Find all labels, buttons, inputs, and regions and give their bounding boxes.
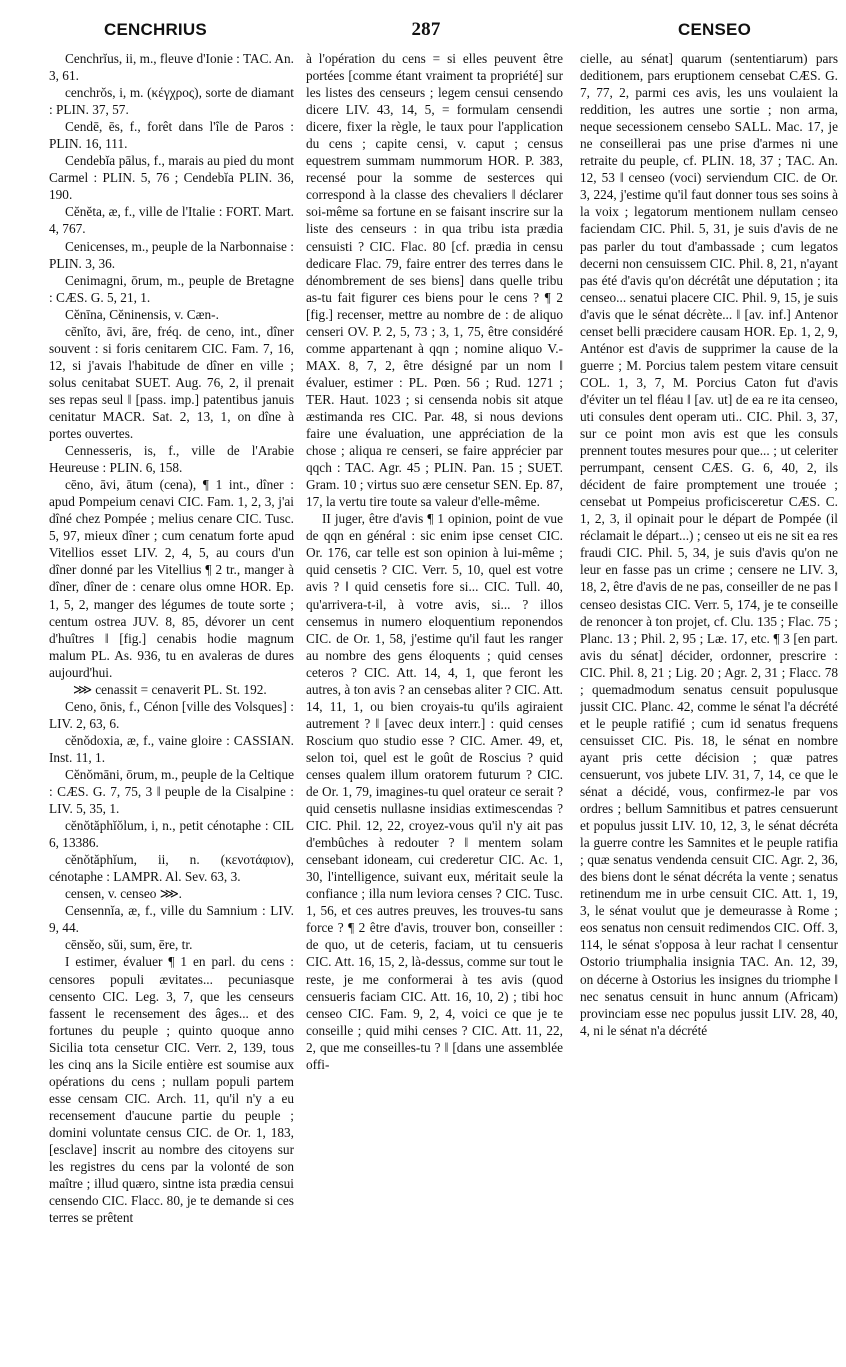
page-number: 287 bbox=[411, 19, 441, 40]
entry: Cenchrĭus, ii, m., fleuve d'Ionie : TAC. An. 3, 61. bbox=[49, 51, 294, 84]
entry: cēnĭto, āvi, āre, fréq. de ceno, int., dîner souvent : si foris cenitarem CIC. Fam. 7, 16, 12, si j'avais l'habitude de dîner en ville ; solus cenitabat SUET. Aug. 76, 2, il prenait ses repas seul ‖ [pass. imp.] patentibus januis cenitatur MACR. Sat. 2, 13, 1, on dîne à portes ouvertes. bbox=[49, 323, 294, 442]
entry: Ceno, ōnis, f., Cénon [ville des Volsques] : LIV. 2, 63, 6. bbox=[49, 698, 294, 731]
entry: cēno, āvi, ātum (cena), ¶ 1 int., dîner : apud Pompeium cenavi CIC. Fam. 1, 2, 3, j'ai dîné chez Pompée ; melius cenare CIC. Tusc. 5, 97, mieux dîner ; cum cenatum forte apud Vitellios esset LIV. 2, 4, 5, au cours d'un dîner donné par les Vitellius ¶ 2 tr., manger à dîner, dîner de : cenare olus omne HOR. Ep. 1, 5, 2, manger des légumes de toute sorte ; centum ostrea JUV. 8, 85, dévorer un cent d'huîtres ‖ [fig.] cenabis hodie magnum malum PL. As. 936, tu en avaleras de dures aujourd'hui. bbox=[49, 477, 294, 680]
entry: censen, v. censeo ⋙. bbox=[65, 886, 182, 902]
entry: Cenicenses, m., peuple de la Narbonnaise : PLIN. 3, 36. bbox=[49, 238, 294, 271]
entry: Cendebĭa pālus, f., marais au pied du mont Carmel : PLIN. 5, 76 ; Cendebĭa PLIN. 36, 190. bbox=[49, 153, 294, 203]
entry-note: ⋙ cenassit = cenaverit PL. St. 192. bbox=[73, 681, 267, 697]
entry-section: I estimer, évaluer ¶ 1 en parl. du cens : censores populi ævitates... pecuniasque censento CIC. Leg. 3, 7, que les censeurs fassent le recensement des âges... et des fortunes du peuple ; quinto quoque anno Sicilia tota censetur CIC. Verr. 2, 139, tous les cinq ans la Sicile entière est soumise aux opérations du cens ; nullam populi partem esse censam CIC. Arch. 11, qu'il n'y a eu recensement d'aucune partie du peuple ; domini voluntate census CIC. de Or. 1, 183, [esclave] inscrit au nombre des citoyens sur les registres du cens par la volonté de son maître ; illud quæro, sintne ista prædia censui censendo CIC. Flacc. 80, je te demande si ces terres se prêtent bbox=[49, 954, 294, 1226]
column-1 bbox=[49, 50, 294, 1360]
entry: Cennesseris, is, f., ville de l'Arabie Heureuse : PLIN. 6, 158. bbox=[49, 443, 294, 476]
entry: Cĕnĕta, æ, f., ville de l'Italie : FORT. Mart. 4, 767. bbox=[49, 204, 294, 237]
entry-continuation: cielle, au sénat] quarum (sententiarum) pars deditionem, pars eruptionem censebat CÆS. G. 7, 77, 2, parmi ces avis, les uns voulaient la reddition, les autres une sortie ; non arma, neque secessionem censebo SALL. Mac. 17, je ne conseillerai pas une prise d'armes ni une retraite du peuple, cf. PLIN. 18, 37 ; TAC. An. 12, 53 ‖ censeo (voci) serviendum CIC. de Or. 3, 224, j'estime qu'il faut donner tous ses soins à la voix ; legatorum mentionem nullam censeo faciendam CIC. Phil. 5, 31, je suis d'avis de ne pas parler du tout d'ambassade ; cum legatos decerni non censuissem CIC. Phil. 8, 21, n'ayant pas été d'avis qu'on décrétât une députation ; ita censeo... senatui placere CIC. Phil. 9, 15, je suis d'avis que le sénat décrète... ‖ [av. inf.] Antenor censet belli præcidere causam HOR. Ep. 1, 2, 9, Anténor est d'avis de supprimer la cause de la guerre ; M. Porcius talem pestem vitare censuit COL. 1, 3, 7, M. Porcius Caton fut d'avis d'éviter un tel fléau ‖ [av. ut] de ea re ita censeo, uti consules dent operam uti.. CIC. Phil. 3, 37, sur ce point mon avis est que les consuls prennent toutes mesures pour que... ; ut celeriter perrumpant, censent CÆS. G. 6, 40, 2, ils décident de faire promptement une trouée ; censebat ut Pompeius proficisceretur CÆS. C. 1, 2, 3, il opinait pour le départ de Pompée (il réclamait le départ...) ; censeo ut eis ne sit ea res fraudi CIC. Phil. 5, 34, je suis d'avis qu'on ne leur en fasse pas un crime ; censere ne LIV. 3, 18, 2, être d'avis de ne pas, conseiller de ne pas ‖ censeo desistas CIC. Verr. 5, 174, je te conseille de renoncer à ton projet, cf. Clu. 135 ; Flac. 75 ; Planc. 13 ; Phil. 2, 95 ; Læ. 17, etc. ¶ 3 [en part. avis du sénat] décider, ordonner, prescrire : CIC. Phil. 8, 21 ; Lig. 20 ; Agr. 2, 31 ; Flacc. 78 ; quemadmodum senatus censuit populusque jussit CIC. Planc. 42, comme le sénat l'a décrété et le peuple ratifié ; cum id senatus frequens censuisset CIC. Pis. 18, le sénat en nombre ayant pris cette décision ; quæ patres censuerunt, vos jubete LIV. 31, 7, 14, ce que le sénat a décidé, vous, confirmez-le par vos ordres ; bellum Samnitibus et patres censuerunt et populus jussit LIV. 10, 12, 3, le sénat décréta la guerre contre les Samnites et le peuple ratifia ; quæ senatus vendenda censuit CIC. Agr. 2, 36, des biens dont le sénat décréta la vente ; senatus retinendum me in urbe censuit CIC. Att. 1, 19, 3, le sénat voulut que je demeurasse à Rome ; eos senatus non censuit redimendos CIC. Off. 3, 114, le sénat s'opposa à leur rachat ‖ censentur Ostorio triumphalia insignia TAC. An. 12, 39, on décerne à Ostorius les insignes du triomphe ‖ nec senatus censuit in hunc annum (Africam) provinciam esse nec populus jussit LIV. 28, 40, 4, ni le sénat n'a décrété bbox=[580, 51, 838, 1038]
dictionary-columns bbox=[0, 50, 846, 1360]
left-guideword: CENCHRIUS bbox=[104, 20, 207, 39]
column-3 bbox=[580, 50, 838, 1360]
entry: Censennĭa, æ, f., ville du Samnium : LIV. 9, 44. bbox=[49, 903, 294, 936]
right-guideword: CENSEO bbox=[678, 20, 751, 39]
column-2 bbox=[306, 50, 563, 1360]
entry: cenchrŏs, i, m. (κέγχρος), sorte de diamant : PLIN. 37, 57. bbox=[49, 85, 294, 118]
entry: Cendē, ēs, f., forêt dans l'île de Paros : PLIN. 16, 111. bbox=[49, 119, 294, 152]
page-header bbox=[0, 0, 846, 46]
entry: Cĕnŏmāni, ōrum, m., peuple de la Celtique : CÆS. G. 7, 75, 3 ‖ peuple de la Cisalpine : LIV. 5, 35, 1. bbox=[49, 766, 294, 817]
entry: cĕnŏtăphĭum, ii, n. (κενοτάφιον), cénotaphe : LAMPR. Al. Sev. 63, 3. bbox=[49, 852, 294, 885]
entry: cĕnŏdoxia, æ, f., vaine gloire : CASSIAN. Inst. 11, 1. bbox=[49, 732, 294, 765]
entry: Cĕnīna, Cĕninensis, v. Cæn-. bbox=[65, 306, 219, 322]
entry-section: II juger, être d'avis ¶ 1 opinion, point de vue de qqn en général : sic enim ipse censet CIC. Or. 176, car telle est son opinion à lui-même ; quid censetis ? CIC. Verr. 5, 10, quel est votre avis ? ‖ quid censetis fore si... CIC. Tull. 40, qu'arrivera-t-il, à votre avis, si... ? illos censemus in numero eloquentium reponendos CIC. de Or. 1, 58, j'estime qu'il faut les ranger au nombre des gens éloquents ; quid censes ceteros ? CIC. Att. 14, 4, 1, que feront les autres, à ton avis ? an censebas aliter ? CIC. Att. 14, 11, 1, ou bien croyais-tu qu'ils agiraient autrement ? ‖ [avec deux interr.] : quid censes Roscium quo studio esse ? CIC. Amer. 49, et, selon toi, quel est le goût de Roscius ? quid censes qualem illum oratorem futurum ? CIC. de Or. 1, 79, imagines-tu quel orateur ce serait ? quid censetis nullasne insidias extimescendas ? CIC. Phil. 12, 22, croyez-vous qu'il n'y ait pas d'embûches à redouter ? ‖ mentem solam censebant idoneam, cui crederetur CIC. Ac. 1, 30, l'intelligence, suivant eux, méritait seule la confiance ; illa num leviora censes ? CIC. Tusc. 1, 56, et ces autres preuves, les trouves-tu sans force ? ¶ 2 être d'avis, trouver bon, conseiller : de quo, ut de ceteris, faciam, ut tu censueris CIC. Att. 16, 15, 2, là-dessus, comme sur tout le reste, je me conformerai à tes avis (quod censueris faciam CIC. Att. 16, 10, 2) ; tibi hoc censeo CIC. Fam. 9, 2, 4, voici ce que je te conseille ; quid mihi censes ? CIC. Att. 11, 22, 2, que me conseilles-tu ? ‖ [dans une assemblée offi- bbox=[306, 511, 563, 1072]
entry: Cenimagni, ōrum, m., peuple de Bretagne : CÆS. G. 5, 21, 1. bbox=[49, 272, 294, 305]
entry: cēnsĕo, sŭi, sum, ēre, tr. bbox=[65, 937, 193, 953]
entry: cĕnŏtăphĭŏlum, i, n., petit cénotaphe : CIL 6, 13386. bbox=[49, 818, 294, 851]
entry-continuation: à l'opération du cens = si elles peuvent être portées [comme étant vraiment ta propriété] sur les listes des censeurs ; legem censui censendo dicere LIV. 43, 14, 5, = formulam censendi dicere, fixer la règle, le taux pour l'application du cens ; capite censi, v. caput ; census equestrem summam nummorum HOR. P. 383, recensé pour la somme de sesterces qui correspond à la classe des chevaliers ‖ déclarer soi-même sa fortune en se faisant inscrire sur la liste des censeurs : in qua tribu ista prædia censuisti ? CIC. Flac. 80 [cf. prædia in censu dedicare Flac. 79, faire entrer des terres dans le dénombrement de ses biens] dans quelle tribu as-tu fait figurer ces biens pour le cens ? ¶ 2 [fig.] recenser, mettre au nombre de : de aliquo censeri OV. P. 2, 5, 73 ; 3, 1, 75, être considéré comme appartenant à qqn ; nomine aliquo V.-MAX. 8, 7, 2, être désigné par un nom ‖ évaluer, estimer : PL. Pœn. 56 ; Rud. 1271 ; TER. Haut. 1023 ; si censenda nobis sit atque æstimanda res CIC. Par. 48, si nous devions faire une évaluation, une appréciation de la chose ; aliqua re censeri, se faire apprécier par qqch : TAC. Agr. 45 ; PLIN. Pan. 15 ; SUET. Gram. 10 ; virtus suo ære censetur SEN. Ep. 87, 17, la vertu tire toute sa valeur d'elle-même. bbox=[306, 51, 563, 510]
